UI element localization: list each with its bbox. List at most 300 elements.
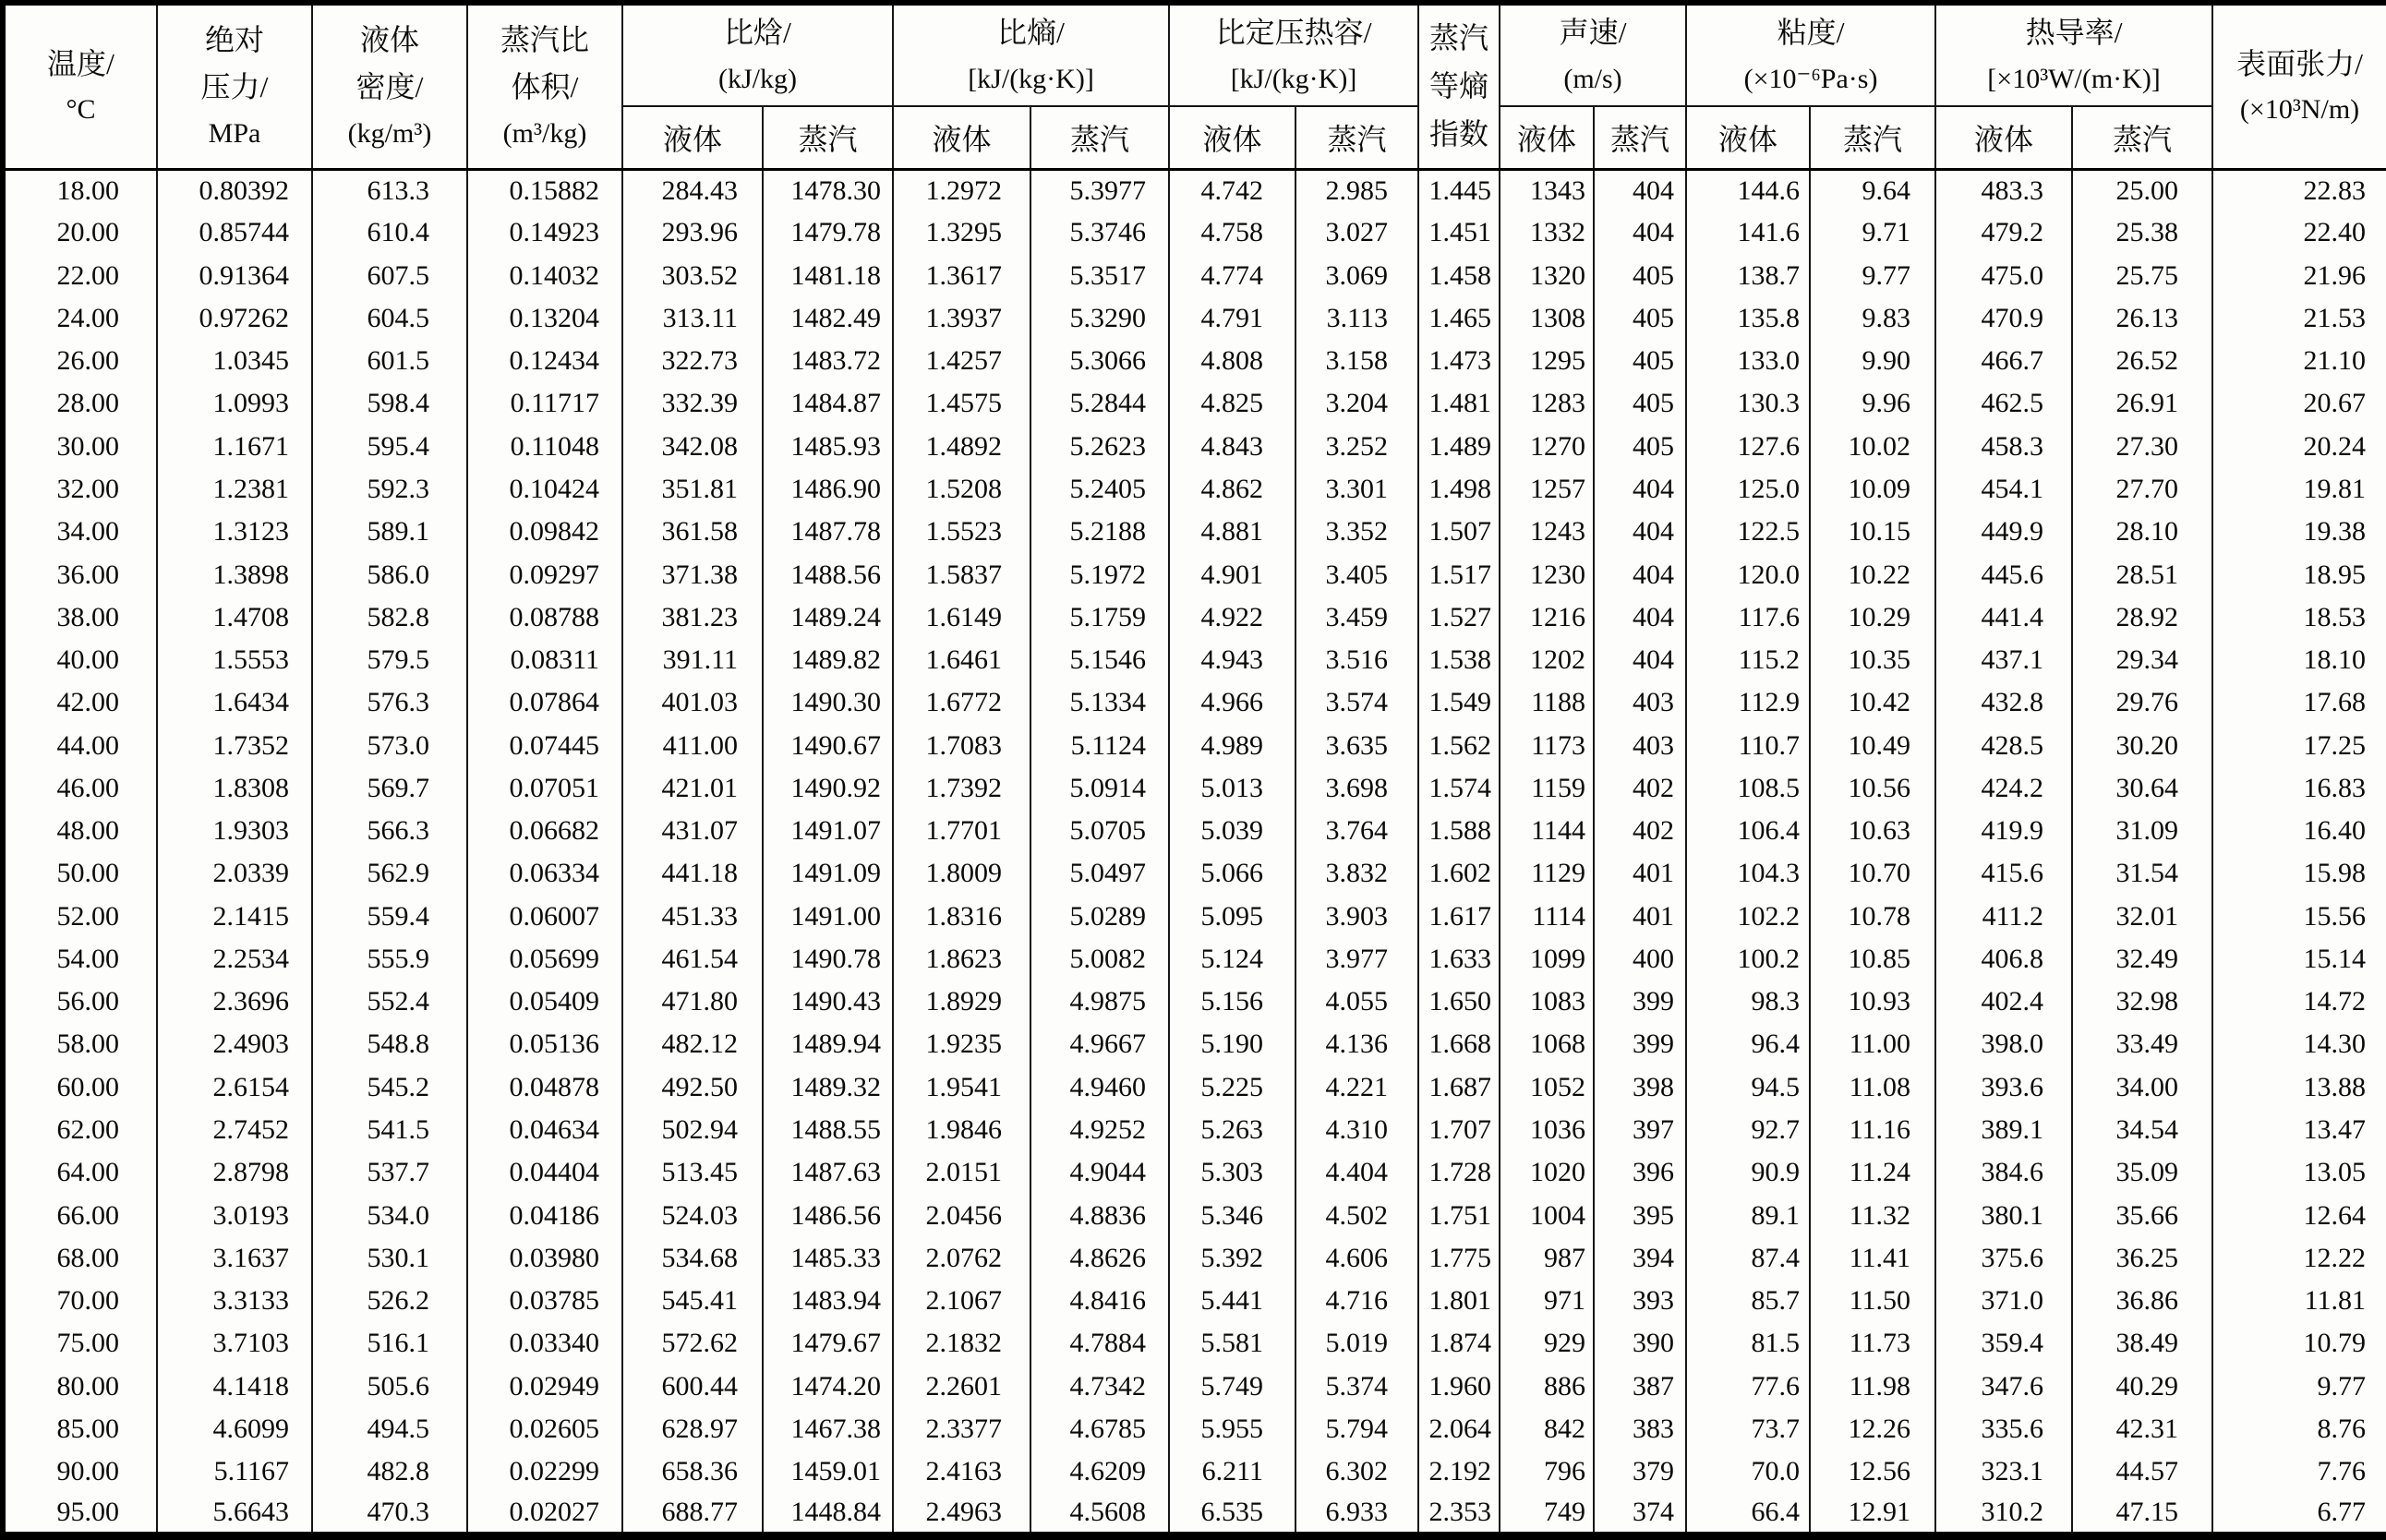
cell-cp-vapor: 3.352: [1295, 511, 1418, 553]
cell-enthalpy-vapor: 1487.78: [763, 511, 893, 553]
cell-sound-vapor: 401: [1594, 896, 1686, 938]
cell-viscosity-liquid: 112.9: [1686, 681, 1810, 724]
cell-cp-liquid: 4.825: [1169, 382, 1295, 425]
cell-conductivity-vapor: 26.52: [2072, 340, 2212, 382]
cell-sound-vapor: 397: [1594, 1109, 1686, 1151]
cell-viscosity-liquid: 85.7: [1686, 1280, 1810, 1322]
cell-conductivity-vapor: 28.10: [2072, 511, 2212, 553]
header-line: 粘度/: [1777, 15, 1845, 49]
cell-cp-vapor: 3.832: [1295, 852, 1418, 895]
cell-enthalpy-liquid: 441.18: [622, 852, 763, 895]
cell-viscosity-liquid: 92.7: [1686, 1109, 1810, 1151]
cell-temperature: 56.00: [3, 981, 157, 1023]
cell-conductivity-vapor: 31.09: [2072, 810, 2212, 852]
cell-pressure: 3.7103: [157, 1322, 312, 1365]
col-header-temperature: [3, 3, 157, 169]
cell-cp-liquid: 5.955: [1169, 1408, 1295, 1450]
cell-entropy-liquid: 1.7701: [893, 810, 1030, 852]
cell-isentropic-index: 1.473: [1418, 340, 1500, 382]
cell-cp-vapor: 3.574: [1295, 681, 1418, 724]
cell-cp-vapor: 3.977: [1295, 938, 1418, 981]
cell-surface-tension: 13.47: [2212, 1109, 2386, 1151]
cell-pressure: 0.85744: [157, 211, 312, 254]
cell-enthalpy-liquid: 628.97: [622, 1408, 763, 1450]
cell-surface-tension: 11.81: [2212, 1280, 2386, 1322]
cell-pressure: 2.2534: [157, 938, 312, 981]
cell-sound-vapor: 404: [1594, 553, 1686, 596]
cell-cp-vapor: 3.113: [1295, 297, 1418, 340]
cell-sound-liquid: 1114: [1500, 896, 1594, 938]
cell-enthalpy-liquid: 322.73: [622, 340, 763, 382]
sub-header-entropy-liquid: 液体: [893, 106, 1030, 169]
cell-conductivity-vapor: 32.98: [2072, 981, 2212, 1023]
cell-entropy-vapor: 4.6785: [1030, 1408, 1169, 1450]
cell-sound-liquid: 842: [1500, 1408, 1594, 1450]
cell-conductivity-vapor: 38.49: [2072, 1322, 2212, 1365]
cell-entropy-vapor: 4.9875: [1030, 981, 1169, 1023]
cell-entropy-vapor: 5.0705: [1030, 810, 1169, 852]
cell-cp-liquid: 5.013: [1169, 767, 1295, 810]
cell-surface-tension: 19.81: [2212, 468, 2386, 511]
cell-sound-liquid: 1144: [1500, 810, 1594, 852]
cell-surface-tension: 21.10: [2212, 340, 2386, 382]
cell-viscosity-vapor: 11.73: [1810, 1322, 1935, 1365]
cell-cp-vapor: 5.794: [1295, 1408, 1418, 1450]
cell-surface-tension: 16.40: [2212, 810, 2386, 852]
cell-viscosity-liquid: 81.5: [1686, 1322, 1810, 1365]
cell-viscosity-liquid: 77.6: [1686, 1365, 1810, 1407]
header-unit: °C: [66, 94, 96, 126]
table-row: [3, 724, 2386, 766]
table-row: [3, 1237, 2386, 1280]
sub-header-sound-liquid: 液体: [1500, 106, 1594, 169]
cell-entropy-vapor: 5.2188: [1030, 511, 1169, 553]
cell-liquid-density: 579.5: [312, 639, 467, 681]
cell-liquid-density: 516.1: [312, 1322, 467, 1365]
cell-isentropic-index: 1.538: [1418, 639, 1500, 681]
cell-entropy-vapor: 5.1972: [1030, 553, 1169, 596]
group-header-enthalpy: [622, 3, 893, 106]
table-row: [3, 681, 2386, 724]
cell-enthalpy-vapor: 1490.67: [763, 724, 893, 766]
cell-conductivity-vapor: 35.66: [2072, 1194, 2212, 1236]
cell-viscosity-vapor: 11.08: [1810, 1066, 1935, 1109]
cell-liquid-density: 559.4: [312, 896, 467, 938]
cell-temperature: 85.00: [3, 1408, 157, 1450]
cell-temperature: 54.00: [3, 938, 157, 981]
cell-sound-liquid: 971: [1500, 1280, 1594, 1322]
cell-cp-vapor: 3.301: [1295, 468, 1418, 511]
cell-isentropic-index: 1.775: [1418, 1237, 1500, 1280]
cell-conductivity-liquid: 441.4: [1935, 596, 2072, 639]
cell-entropy-vapor: 4.7342: [1030, 1365, 1169, 1407]
table-row: [3, 1322, 2386, 1365]
cell-enthalpy-vapor: 1459.01: [763, 1450, 893, 1493]
cell-surface-tension: 21.96: [2212, 255, 2386, 297]
cell-isentropic-index: 1.574: [1418, 767, 1500, 810]
cell-entropy-vapor: 4.9044: [1030, 1151, 1169, 1194]
cell-conductivity-liquid: 432.8: [1935, 681, 2072, 724]
cell-entropy-vapor: 4.8836: [1030, 1194, 1169, 1236]
cell-liquid-density: 582.8: [312, 596, 467, 639]
table-row: [3, 639, 2386, 681]
cell-enthalpy-vapor: 1491.00: [763, 896, 893, 938]
cell-enthalpy-vapor: 1489.24: [763, 596, 893, 639]
cell-isentropic-index: 1.960: [1418, 1365, 1500, 1407]
table-row: [3, 810, 2386, 852]
cell-enthalpy-liquid: 342.08: [622, 426, 763, 468]
cell-isentropic-index: 1.498: [1418, 468, 1500, 511]
header-line: 比熵/: [997, 15, 1065, 49]
cell-surface-tension: 16.83: [2212, 767, 2386, 810]
header-line: 声速/: [1559, 15, 1627, 49]
cell-conductivity-vapor: 42.31: [2072, 1408, 2212, 1450]
cell-cp-liquid: 5.346: [1169, 1194, 1295, 1236]
cell-cp-vapor: 5.019: [1295, 1322, 1418, 1365]
cell-sound-liquid: 1188: [1500, 681, 1594, 724]
cell-surface-tension: 14.30: [2212, 1023, 2386, 1065]
cell-conductivity-vapor: 34.54: [2072, 1109, 2212, 1151]
table-row: [3, 1280, 2386, 1322]
cell-enthalpy-vapor: 1467.38: [763, 1408, 893, 1450]
cell-sound-vapor: 401: [1594, 852, 1686, 895]
cell-sound-vapor: 399: [1594, 981, 1686, 1023]
cell-enthalpy-liquid: 431.07: [622, 810, 763, 852]
header-unit: (×10³N/m): [2239, 94, 2360, 126]
cell-temperature: 28.00: [3, 382, 157, 425]
cell-viscosity-vapor: 10.49: [1810, 724, 1935, 766]
cell-enthalpy-vapor: 1485.33: [763, 1237, 893, 1280]
cell-vapor-specific-volume: 0.08311: [467, 639, 622, 681]
cell-entropy-liquid: 2.0151: [893, 1151, 1030, 1194]
cell-viscosity-liquid: 120.0: [1686, 553, 1810, 596]
cell-vapor-specific-volume: 0.07445: [467, 724, 622, 766]
col-header-liquid-density: [312, 3, 467, 169]
cell-entropy-vapor: 5.3977: [1030, 169, 1169, 211]
cell-conductivity-liquid: 437.1: [1935, 639, 2072, 681]
cell-viscosity-liquid: 94.5: [1686, 1066, 1810, 1109]
cell-pressure: 0.80392: [157, 169, 312, 211]
sub-header-enthalpy-liquid: 液体: [622, 106, 763, 169]
cell-liquid-density: 573.0: [312, 724, 467, 766]
cell-conductivity-liquid: 466.7: [1935, 340, 2072, 382]
cell-conductivity-liquid: 371.0: [1935, 1280, 2072, 1322]
cell-enthalpy-vapor: 1479.67: [763, 1322, 893, 1365]
cell-entropy-liquid: 1.8009: [893, 852, 1030, 895]
cell-surface-tension: 15.98: [2212, 852, 2386, 895]
cell-entropy-vapor: 4.8416: [1030, 1280, 1169, 1322]
table-row: [3, 1023, 2386, 1065]
cell-enthalpy-vapor: 1490.43: [763, 981, 893, 1023]
cell-sound-vapor: 396: [1594, 1151, 1686, 1194]
header-unit: (×10⁻⁶Pa·s): [1743, 63, 1878, 94]
table-row: [3, 852, 2386, 895]
cell-entropy-vapor: 4.9460: [1030, 1066, 1169, 1109]
cell-cp-vapor: 3.459: [1295, 596, 1418, 639]
cell-cp-liquid: 6.211: [1169, 1450, 1295, 1493]
header-line: 比焓/: [724, 15, 791, 49]
cell-entropy-vapor: 4.6209: [1030, 1450, 1169, 1493]
cell-viscosity-vapor: 9.71: [1810, 211, 1935, 254]
cell-enthalpy-vapor: 1481.18: [763, 255, 893, 297]
table-row: [3, 1151, 2386, 1194]
cell-viscosity-vapor: 11.98: [1810, 1365, 1935, 1407]
cell-liquid-density: 494.5: [312, 1408, 467, 1450]
cell-conductivity-liquid: 335.6: [1935, 1408, 2072, 1450]
cell-cp-vapor: 3.698: [1295, 767, 1418, 810]
cell-vapor-specific-volume: 0.12434: [467, 340, 622, 382]
cell-cp-liquid: 4.774: [1169, 255, 1295, 297]
cell-sound-liquid: 1068: [1500, 1023, 1594, 1065]
cell-vapor-specific-volume: 0.02949: [467, 1365, 622, 1407]
cell-viscosity-liquid: 117.6: [1686, 596, 1810, 639]
cell-pressure: 1.8308: [157, 767, 312, 810]
cell-enthalpy-liquid: 371.38: [622, 553, 763, 596]
cell-enthalpy-liquid: 381.23: [622, 596, 763, 639]
header-line: 热导率/: [2025, 15, 2123, 49]
cell-entropy-vapor: 4.9667: [1030, 1023, 1169, 1065]
cell-entropy-liquid: 1.8316: [893, 896, 1030, 938]
sub-header-cp-liquid: 液体: [1169, 106, 1295, 169]
cell-enthalpy-vapor: 1483.94: [763, 1280, 893, 1322]
cell-entropy-liquid: 1.6149: [893, 596, 1030, 639]
cell-pressure: 2.1415: [157, 896, 312, 938]
cell-conductivity-vapor: 33.49: [2072, 1023, 2212, 1065]
col-header-isentropic-index: [1418, 3, 1500, 169]
cell-entropy-vapor: 5.0914: [1030, 767, 1169, 810]
cell-pressure: 2.8798: [157, 1151, 312, 1194]
cell-temperature: 46.00: [3, 767, 157, 810]
cell-viscosity-liquid: 70.0: [1686, 1450, 1810, 1493]
sub-header-conductivity-liquid: 液体: [1935, 106, 2072, 169]
cell-enthalpy-liquid: 401.03: [622, 681, 763, 724]
cell-conductivity-vapor: 36.25: [2072, 1237, 2212, 1280]
cell-sound-liquid: 1129: [1500, 852, 1594, 895]
cell-liquid-density: 576.3: [312, 681, 467, 724]
cell-sound-liquid: 1052: [1500, 1066, 1594, 1109]
cell-vapor-specific-volume: 0.15882: [467, 169, 622, 211]
cell-isentropic-index: 1.602: [1418, 852, 1500, 895]
cell-cp-vapor: 4.136: [1295, 1023, 1418, 1065]
cell-entropy-liquid: 1.4575: [893, 382, 1030, 425]
cell-viscosity-liquid: 89.1: [1686, 1194, 1810, 1236]
cell-conductivity-vapor: 25.75: [2072, 255, 2212, 297]
header-line: 蒸汽比: [500, 22, 589, 56]
cell-surface-tension: 8.76: [2212, 1408, 2386, 1450]
cell-viscosity-vapor: 9.77: [1810, 255, 1935, 297]
cell-vapor-specific-volume: 0.05136: [467, 1023, 622, 1065]
col-header-vapor-specific-volume: [467, 3, 622, 169]
cell-sound-vapor: 404: [1594, 639, 1686, 681]
cell-cp-vapor: 3.204: [1295, 382, 1418, 425]
cell-conductivity-vapor: 32.49: [2072, 938, 2212, 981]
cell-surface-tension: 6.77: [2212, 1493, 2386, 1535]
header-group-row: [3, 3, 2386, 106]
cell-sound-vapor: 393: [1594, 1280, 1686, 1322]
sub-header-cp-vapor: 蒸汽: [1295, 106, 1418, 169]
cell-vapor-specific-volume: 0.04634: [467, 1109, 622, 1151]
cell-conductivity-liquid: 475.0: [1935, 255, 2072, 297]
cell-sound-vapor: 405: [1594, 255, 1686, 297]
cell-conductivity-vapor: 30.64: [2072, 767, 2212, 810]
cell-enthalpy-liquid: 303.52: [622, 255, 763, 297]
cell-cp-liquid: 4.901: [1169, 553, 1295, 596]
cell-viscosity-vapor: 10.35: [1810, 639, 1935, 681]
table-row: [3, 596, 2386, 639]
cell-viscosity-liquid: 138.7: [1686, 255, 1810, 297]
cell-entropy-vapor: 5.2405: [1030, 468, 1169, 511]
cell-cp-liquid: 5.124: [1169, 938, 1295, 981]
cell-cp-liquid: 5.066: [1169, 852, 1295, 895]
cell-cp-liquid: 5.441: [1169, 1280, 1295, 1322]
cell-sound-vapor: 403: [1594, 724, 1686, 766]
cell-cp-vapor: 3.635: [1295, 724, 1418, 766]
cell-isentropic-index: 1.668: [1418, 1023, 1500, 1065]
cell-isentropic-index: 1.801: [1418, 1280, 1500, 1322]
cell-entropy-liquid: 1.9846: [893, 1109, 1030, 1151]
cell-enthalpy-liquid: 471.80: [622, 981, 763, 1023]
cell-vapor-specific-volume: 0.05409: [467, 981, 622, 1023]
cell-conductivity-liquid: 406.8: [1935, 938, 2072, 981]
cell-entropy-vapor: 5.3290: [1030, 297, 1169, 340]
cell-surface-tension: 13.88: [2212, 1066, 2386, 1109]
cell-vapor-specific-volume: 0.11048: [467, 426, 622, 468]
table-row: [3, 468, 2386, 511]
cell-cp-vapor: 4.502: [1295, 1194, 1418, 1236]
table-row: [3, 1109, 2386, 1151]
cell-pressure: 2.6154: [157, 1066, 312, 1109]
cell-temperature: 48.00: [3, 810, 157, 852]
cell-enthalpy-liquid: 502.94: [622, 1109, 763, 1151]
cell-sound-liquid: 1230: [1500, 553, 1594, 596]
cell-cp-vapor: 3.516: [1295, 639, 1418, 681]
cell-entropy-liquid: 1.3617: [893, 255, 1030, 297]
cell-enthalpy-liquid: 524.03: [622, 1194, 763, 1236]
cell-liquid-density: 595.4: [312, 426, 467, 468]
cell-sound-vapor: 383: [1594, 1408, 1686, 1450]
cell-enthalpy-liquid: 482.12: [622, 1023, 763, 1065]
cell-conductivity-liquid: 424.2: [1935, 767, 2072, 810]
cell-vapor-specific-volume: 0.07051: [467, 767, 622, 810]
cell-temperature: 44.00: [3, 724, 157, 766]
cell-conductivity-vapor: 26.13: [2072, 297, 2212, 340]
cell-cp-vapor: 4.221: [1295, 1066, 1418, 1109]
cell-conductivity-vapor: 26.91: [2072, 382, 2212, 425]
header-line: 密度/: [355, 70, 424, 104]
cell-sound-vapor: 405: [1594, 297, 1686, 340]
cell-temperature: 95.00: [3, 1493, 157, 1535]
cell-sound-liquid: 1320: [1500, 255, 1594, 297]
cell-temperature: 40.00: [3, 639, 157, 681]
cell-surface-tension: 17.68: [2212, 681, 2386, 724]
cell-viscosity-vapor: 11.32: [1810, 1194, 1935, 1236]
cell-vapor-specific-volume: 0.04186: [467, 1194, 622, 1236]
table-row: [3, 1066, 2386, 1109]
cell-conductivity-vapor: 29.34: [2072, 639, 2212, 681]
cell-entropy-liquid: 1.5208: [893, 468, 1030, 511]
header-line: 压力/: [200, 70, 269, 104]
cell-viscosity-vapor: 12.26: [1810, 1408, 1935, 1450]
cell-temperature: 30.00: [3, 426, 157, 468]
cell-isentropic-index: 1.481: [1418, 382, 1500, 425]
cell-surface-tension: 22.83: [2212, 169, 2386, 211]
cell-temperature: 38.00: [3, 596, 157, 639]
cell-sound-liquid: 929: [1500, 1322, 1594, 1365]
cell-liquid-density: 530.1: [312, 1237, 467, 1280]
cell-liquid-density: 534.0: [312, 1194, 467, 1236]
cell-viscosity-vapor: 10.93: [1810, 981, 1935, 1023]
cell-pressure: 1.9303: [157, 810, 312, 852]
cell-isentropic-index: 1.707: [1418, 1109, 1500, 1151]
cell-conductivity-liquid: 483.3: [1935, 169, 2072, 211]
cell-enthalpy-vapor: 1489.32: [763, 1066, 893, 1109]
cell-viscosity-liquid: 100.2: [1686, 938, 1810, 981]
cell-cp-vapor: 4.055: [1295, 981, 1418, 1023]
cell-sound-vapor: 390: [1594, 1322, 1686, 1365]
cell-sound-vapor: 402: [1594, 767, 1686, 810]
cell-enthalpy-vapor: 1479.78: [763, 211, 893, 254]
cell-enthalpy-liquid: 293.96: [622, 211, 763, 254]
cell-viscosity-liquid: 104.3: [1686, 852, 1810, 895]
cell-sound-vapor: 404: [1594, 468, 1686, 511]
cell-vapor-specific-volume: 0.04404: [467, 1151, 622, 1194]
cell-liquid-density: 586.0: [312, 553, 467, 596]
cell-pressure: 1.3123: [157, 511, 312, 553]
cell-isentropic-index: 1.588: [1418, 810, 1500, 852]
header-line: 温度/: [47, 46, 114, 80]
cell-viscosity-vapor: 12.56: [1810, 1450, 1935, 1493]
cell-surface-tension: 7.76: [2212, 1450, 2386, 1493]
cell-vapor-specific-volume: 0.03980: [467, 1237, 622, 1280]
header-line: 等熵: [1429, 68, 1489, 102]
cell-viscosity-vapor: 10.22: [1810, 553, 1935, 596]
cell-temperature: 80.00: [3, 1365, 157, 1407]
cell-enthalpy-vapor: 1488.56: [763, 553, 893, 596]
cell-conductivity-liquid: 402.4: [1935, 981, 2072, 1023]
cell-vapor-specific-volume: 0.09842: [467, 511, 622, 553]
cell-cp-vapor: 4.310: [1295, 1109, 1418, 1151]
cell-entropy-liquid: 1.5523: [893, 511, 1030, 553]
cell-entropy-liquid: 1.9541: [893, 1066, 1030, 1109]
cell-temperature: 42.00: [3, 681, 157, 724]
cell-viscosity-liquid: 106.4: [1686, 810, 1810, 852]
cell-vapor-specific-volume: 0.09297: [467, 553, 622, 596]
table-row: [3, 169, 2386, 211]
cell-entropy-vapor: 5.3066: [1030, 340, 1169, 382]
cell-sound-liquid: 1004: [1500, 1194, 1594, 1236]
cell-entropy-liquid: 1.4257: [893, 340, 1030, 382]
header-line: 表面张力/: [2236, 46, 2363, 80]
cell-cp-liquid: 5.156: [1169, 981, 1295, 1023]
cell-cp-vapor: 3.027: [1295, 211, 1418, 254]
cell-conductivity-vapor: 32.01: [2072, 896, 2212, 938]
cell-temperature: 60.00: [3, 1066, 157, 1109]
cell-liquid-density: 598.4: [312, 382, 467, 425]
cell-conductivity-liquid: 445.6: [1935, 553, 2072, 596]
cell-cp-liquid: 6.535: [1169, 1493, 1295, 1535]
group-header-cp: [1169, 3, 1418, 106]
cell-viscosity-vapor: 11.00: [1810, 1023, 1935, 1065]
header-unit: (kJ/kg): [718, 63, 797, 94]
cell-surface-tension: 21.53: [2212, 297, 2386, 340]
cell-vapor-specific-volume: 0.14032: [467, 255, 622, 297]
cell-liquid-density: 541.5: [312, 1109, 467, 1151]
cell-conductivity-vapor: 27.70: [2072, 468, 2212, 511]
cell-cp-liquid: 4.922: [1169, 596, 1295, 639]
cell-cp-liquid: 4.843: [1169, 426, 1295, 468]
cell-liquid-density: 592.3: [312, 468, 467, 511]
table-row: [3, 297, 2386, 340]
